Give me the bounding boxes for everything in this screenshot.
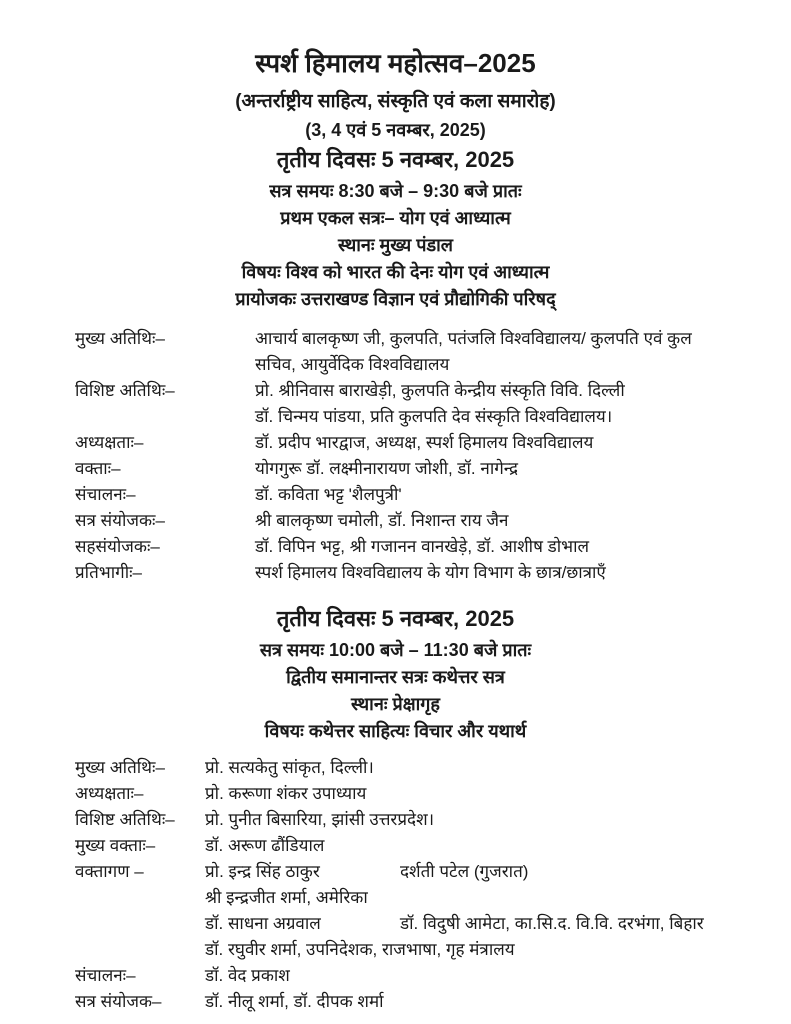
role-row: [75, 534, 735, 560]
session-heading: तृतीय दिवसः 5 नवम्बर, 2025: [276, 606, 515, 631]
value-text: श्री बालकृष्ण चमोली, डॉ. निशान्त राय जैन: [255, 511, 509, 530]
role-row: [75, 456, 735, 482]
role-row: [75, 508, 735, 534]
role-value: [255, 456, 735, 482]
session-meta-line: प्रायोजकः उत्तराखण्ड विज्ञान एवं प्रौद्योगिकी परिषद्: [235, 289, 556, 309]
value-text: डॉ. नीलू शर्मा, डॉ. दीपक शर्मा: [205, 992, 384, 1011]
role-label: विशिष्ट अतिथिः–: [75, 381, 175, 400]
role-row: [75, 963, 735, 989]
value-text: प्रो. करूणा शंकर उपाध्याय: [205, 784, 367, 803]
value-text: स्पर्श हिमालय विश्वविद्यालय के योग विभाग के छात्र/छात्राएँ: [255, 563, 606, 582]
role-label: संचालनः–: [75, 485, 136, 504]
value-text: डॉ. वेद प्रकाश: [205, 966, 290, 985]
value-line: [255, 456, 735, 482]
value-text: प्रो. पुनीत बिसारिया, झांसी उत्तरप्रदेश।: [205, 810, 435, 829]
role-label: विशिष्ट अतिथिः–: [75, 810, 175, 829]
value-line: [255, 404, 735, 430]
value-line: [205, 833, 735, 859]
role-label: अध्यक्षताः–: [75, 433, 144, 452]
value-line: [255, 326, 735, 378]
role-value: [255, 378, 735, 430]
session-meta-line: विषयः कथेत्तर साहित्यः विचार और यथार्थ: [264, 721, 527, 741]
role-row: [75, 989, 735, 1015]
role-label: प्रतिभागीः–: [75, 563, 142, 582]
value-line: [255, 560, 735, 586]
session-rows: [75, 755, 735, 1015]
role-row: [75, 859, 735, 963]
role-value: [205, 755, 735, 781]
page-subtitle: (अन्तर्राष्ट्रीय साहित्य, संस्कृति एवं कला समारोह): [235, 91, 556, 112]
value-line: [205, 989, 735, 1015]
role-value: [255, 560, 735, 586]
role-value: [255, 482, 735, 508]
value-text: डॉ. विपिन भट्ट, श्री गजानन वानखेड़े, डॉ. आशीष डोभाल: [255, 537, 590, 556]
value-line: [255, 534, 735, 560]
session-meta-line: विषयः विश्व को भारत की देनः योग एवं आध्यात्म: [241, 262, 550, 282]
event-dates: (3, 4 एवं 5 नवम्बर, 2025): [305, 120, 486, 140]
session-section: [75, 145, 735, 586]
role-row: [75, 378, 735, 430]
value-line: [205, 963, 735, 989]
session-meta-line: स्थानः प्रेक्षागृह: [351, 694, 440, 714]
session-rows: [75, 326, 735, 586]
session-heading: तृतीय दिवसः 5 नवम्बर, 2025: [276, 147, 515, 172]
value-text: प्रो. श्रीनिवास बाराखेड़ी, कुलपति केन्द्रीय संस्कृति विवि. दिल्ली: [255, 381, 625, 400]
value-line: [255, 508, 735, 534]
session-meta-line: द्वितीय समानान्तर सत्रः कथेत्तर सत्र: [286, 667, 505, 687]
session-section: [75, 604, 735, 1015]
value-text: प्रो. इन्द्र सिंह ठाकुर: [205, 862, 320, 881]
value-line: [205, 885, 735, 911]
role-value: [255, 326, 735, 378]
role-row: [75, 781, 735, 807]
value-text: डॉ. साधना अग्रवाल: [205, 914, 321, 933]
role-label: सत्र संयोजक–: [75, 992, 162, 1011]
role-row: [75, 326, 735, 378]
role-label: अध्यक्षताः–: [75, 784, 144, 803]
role-label: मुख्य अतिथिः–: [75, 758, 165, 777]
value-text: डॉ. अरूण ढौंडियाल: [205, 836, 325, 855]
role-label: संचालनः–: [75, 966, 136, 985]
role-label: वक्तागण –: [75, 862, 144, 881]
value-line: [205, 781, 735, 807]
role-value: [255, 430, 735, 456]
value-text: प्रो. सत्यकेतु सांकृत, दिल्ली।: [205, 758, 374, 777]
role-row: [75, 833, 735, 859]
value-line: [255, 482, 735, 508]
role-value: [205, 989, 735, 1015]
value-line: [205, 807, 735, 833]
value-line: [205, 755, 735, 781]
session-meta-line: स्थानः मुख्य पंडाल: [338, 235, 453, 255]
role-label: मुख्य अतिथिः–: [75, 329, 165, 348]
value-text: आचार्य बालकृष्ण जी, कुलपति, पतंजलि विश्वविद्यालय/ कुलपति एवं कुल सचिव, आयुर्वेदिक विश्वविद्यालय: [255, 329, 692, 374]
value-line: [255, 378, 735, 404]
role-row: [75, 560, 735, 586]
session-meta: [0, 178, 791, 313]
role-value: [255, 508, 735, 534]
session-meta-line: सत्र समयः 10:00 बजे – 11:30 बजे प्रातः: [259, 640, 532, 660]
role-value: [255, 534, 735, 560]
value-text: दर्शती पटेल (गुजरात): [400, 862, 529, 881]
role-label: सत्र संयोजकः–: [75, 511, 165, 530]
value-line: [205, 859, 735, 885]
role-label: सहसंयोजकः–: [75, 537, 160, 556]
value-text: डॉ. कविता भट्ट 'शैलपुत्री': [255, 485, 402, 504]
session-meta: [0, 637, 791, 745]
page-title: स्पर्श हिमालय महोत्सव–2025: [255, 48, 536, 78]
role-row: [75, 482, 735, 508]
role-label: मुख्य वक्ताः–: [75, 836, 156, 855]
value-text: योगगुरू डॉ. लक्ष्मीनारायण जोशी, डॉ. नागेन्द्र: [255, 459, 519, 478]
role-value: [205, 963, 735, 989]
role-label: वक्ताः–: [75, 459, 121, 478]
session-meta-line: प्रथम एकल सत्रः– योग एवं आध्यात्म: [280, 208, 511, 228]
role-value: [205, 859, 735, 963]
session-meta-line: सत्र समयः 8:30 बजे – 9:30 बजे प्रातः: [269, 181, 522, 201]
value-line: [255, 430, 735, 456]
role-value: [205, 807, 735, 833]
role-row: [75, 755, 735, 781]
role-value: [205, 781, 735, 807]
role-value: [205, 833, 735, 859]
value-text: डॉ. प्रदीप भारद्वाज, अध्यक्ष, स्पर्श हिमालय विश्वविद्यालय: [255, 433, 594, 452]
value-line: [205, 937, 735, 963]
value-text: डॉ. रघुवीर शर्मा, उपनिदेशक, राजभाषा, गृह मंत्रालय: [205, 940, 515, 959]
value-text: डॉ. चिन्मय पांडया, प्रति कुलपति देव संस्कृति विश्वविद्यालय।: [255, 407, 613, 426]
value-text: श्री इन्द्रजीत शर्मा, अमेरिका: [205, 888, 368, 907]
value-line: [205, 911, 735, 937]
value-text: डॉ. विदुषी आमेटा, का.सि.द. वि.वि. दरभंगा, बिहार: [400, 914, 704, 933]
role-row: [75, 430, 735, 456]
sections-container: [75, 145, 735, 1015]
role-row: [75, 807, 735, 833]
